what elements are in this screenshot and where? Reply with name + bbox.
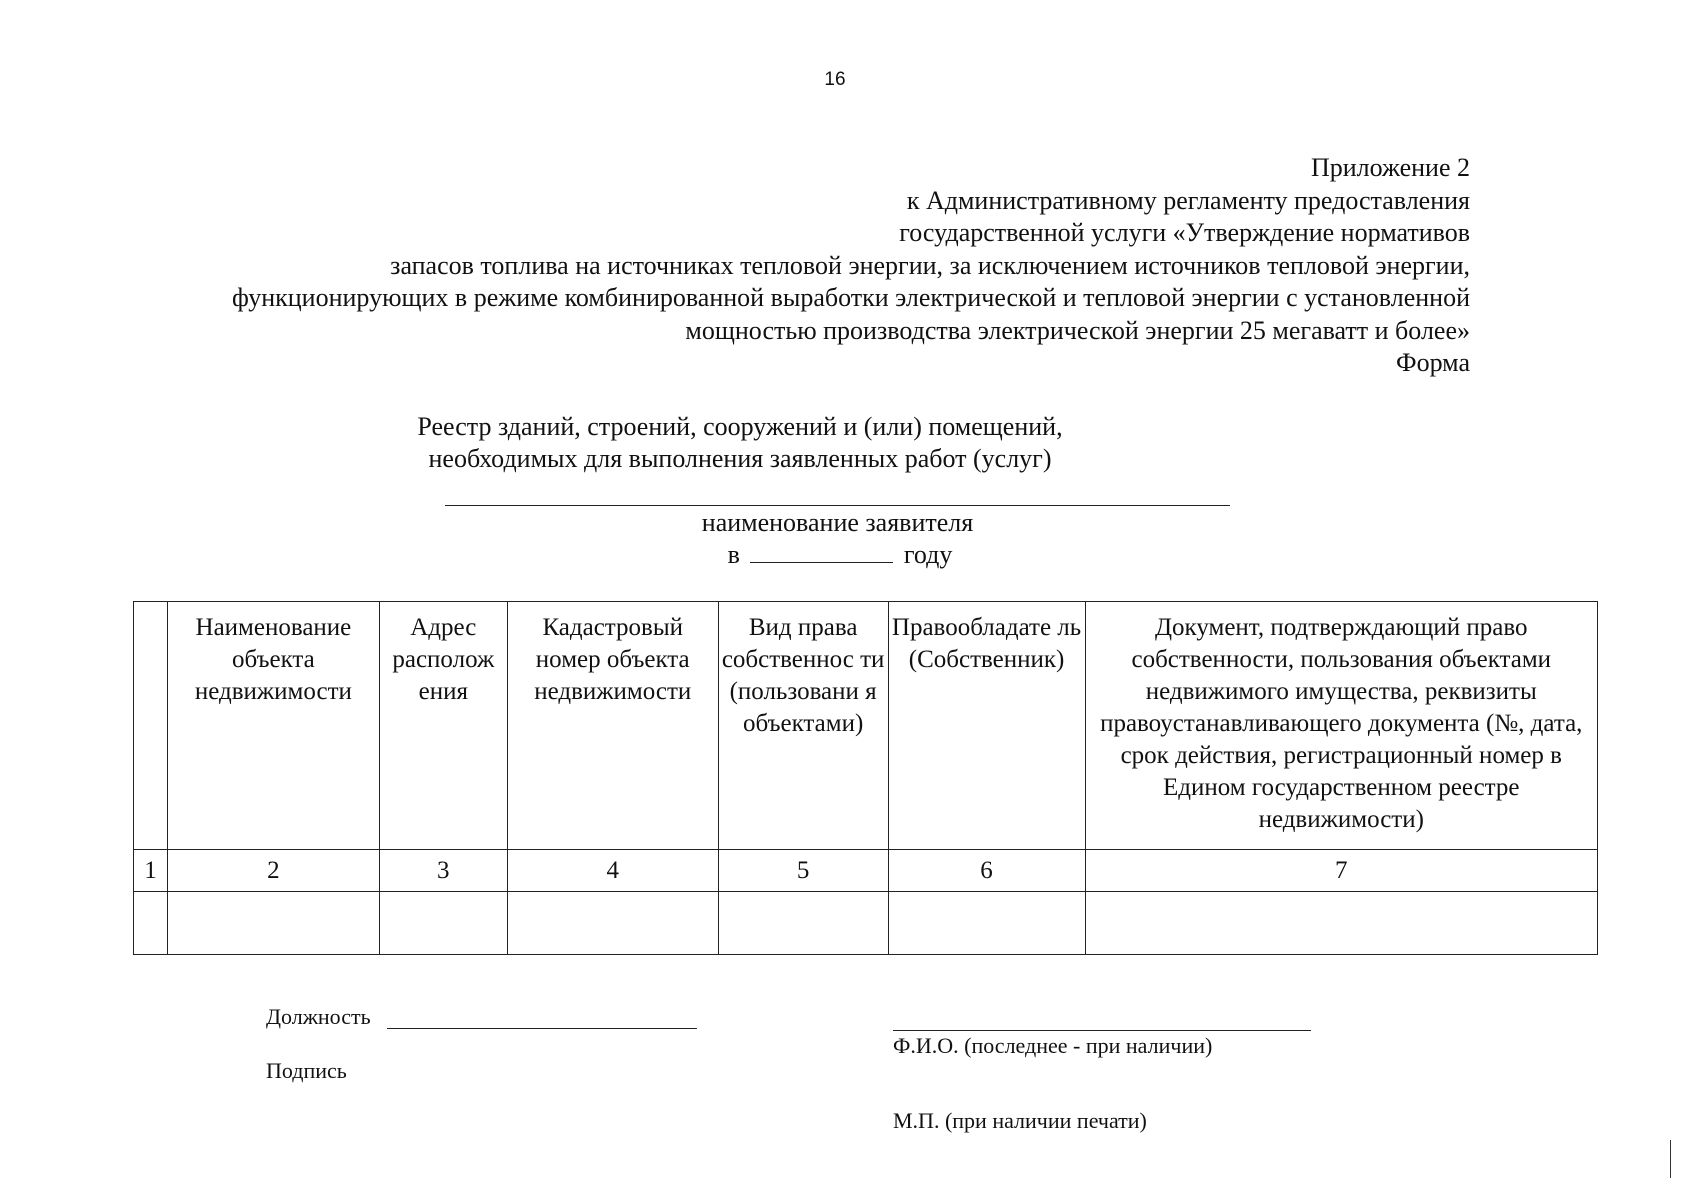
- year-suffix: году: [903, 540, 953, 569]
- table-cell[interactable]: [134, 892, 168, 955]
- registry-table: [133, 601, 1598, 955]
- form-label: Форма: [1396, 348, 1470, 377]
- table-header-row: [134, 602, 1598, 850]
- table-row: [134, 892, 1598, 955]
- title-line-2: необходимых для выполнения заявленных работ (услуг): [428, 444, 1052, 473]
- appendix-title: Приложение 2: [1310, 153, 1470, 182]
- column-header: Правообладате ль (Собственник): [888, 602, 1085, 850]
- year-field[interactable]: [750, 540, 893, 563]
- table-cell[interactable]: [1085, 892, 1597, 955]
- column-header: Документ, подтверждающий право собственности, пользования объектами недвижимого имущества, реквизиты правоустанавливающего документа (№, дата, срок действия, регистрационный номер в Едином государственном реестре недвижимости): [1085, 602, 1597, 850]
- column-number: 4: [507, 850, 718, 892]
- page-number: 16: [824, 69, 846, 90]
- appendix-header: [70, 152, 1470, 380]
- column-number: 6: [888, 850, 1085, 892]
- title-line-1: Реестр зданий, строений, сооружений и (или) помещений,: [417, 412, 1063, 441]
- column-number-row: [134, 850, 1598, 892]
- column-header: Вид права собственнос ти (пользовани я объектами): [718, 602, 888, 850]
- table-cell[interactable]: [507, 892, 718, 955]
- fio-label: Ф.И.О. (последнее - при наличии): [893, 1033, 1213, 1058]
- year-row: [600, 539, 1080, 571]
- position-field[interactable]: [387, 1028, 697, 1029]
- column-number: 2: [167, 850, 379, 892]
- column-number: 1: [134, 850, 168, 892]
- document-title: [340, 411, 1140, 475]
- appendix-line: функционирующих в режиме комбинированной выработки электрической и тепловой энергии с установленной: [232, 283, 1470, 312]
- stamp-label: М.П. (при наличии печати): [893, 1108, 1147, 1133]
- column-number: 5: [718, 850, 888, 892]
- column-number: 3: [379, 850, 507, 892]
- table-cell[interactable]: [379, 892, 507, 955]
- applicant-name-field[interactable]: [445, 505, 1230, 506]
- table-cell[interactable]: [167, 892, 379, 955]
- column-header: [134, 602, 168, 850]
- table-cell[interactable]: [718, 892, 888, 955]
- appendix-line: мощностью производства электрической энергии 25 мегаватт и более»: [685, 315, 1470, 345]
- appendix-line: государственной услуги «Утверждение нормативов: [899, 218, 1470, 247]
- appendix-line: запасов топлива на источниках тепловой энергии, за исключением источников тепловой энергии,: [390, 250, 1470, 280]
- scan-edge-mark: [1670, 1140, 1671, 1178]
- applicant-name-label: наименование заявителя: [701, 508, 974, 537]
- column-number: 7: [1085, 850, 1597, 892]
- year-prefix: в: [727, 540, 740, 569]
- fio-field[interactable]: [893, 1030, 1311, 1031]
- column-header: Кадастровый номер объекта недвижимости: [507, 602, 718, 850]
- table-cell[interactable]: [888, 892, 1085, 955]
- position-label: Должность: [266, 1004, 371, 1029]
- signature-label: Подпись: [266, 1058, 347, 1083]
- column-header: Наименование объекта недвижимости: [167, 602, 379, 850]
- appendix-line: к Административному регламенту предоставления: [906, 185, 1470, 215]
- column-header: Адрес располож ения: [379, 602, 507, 850]
